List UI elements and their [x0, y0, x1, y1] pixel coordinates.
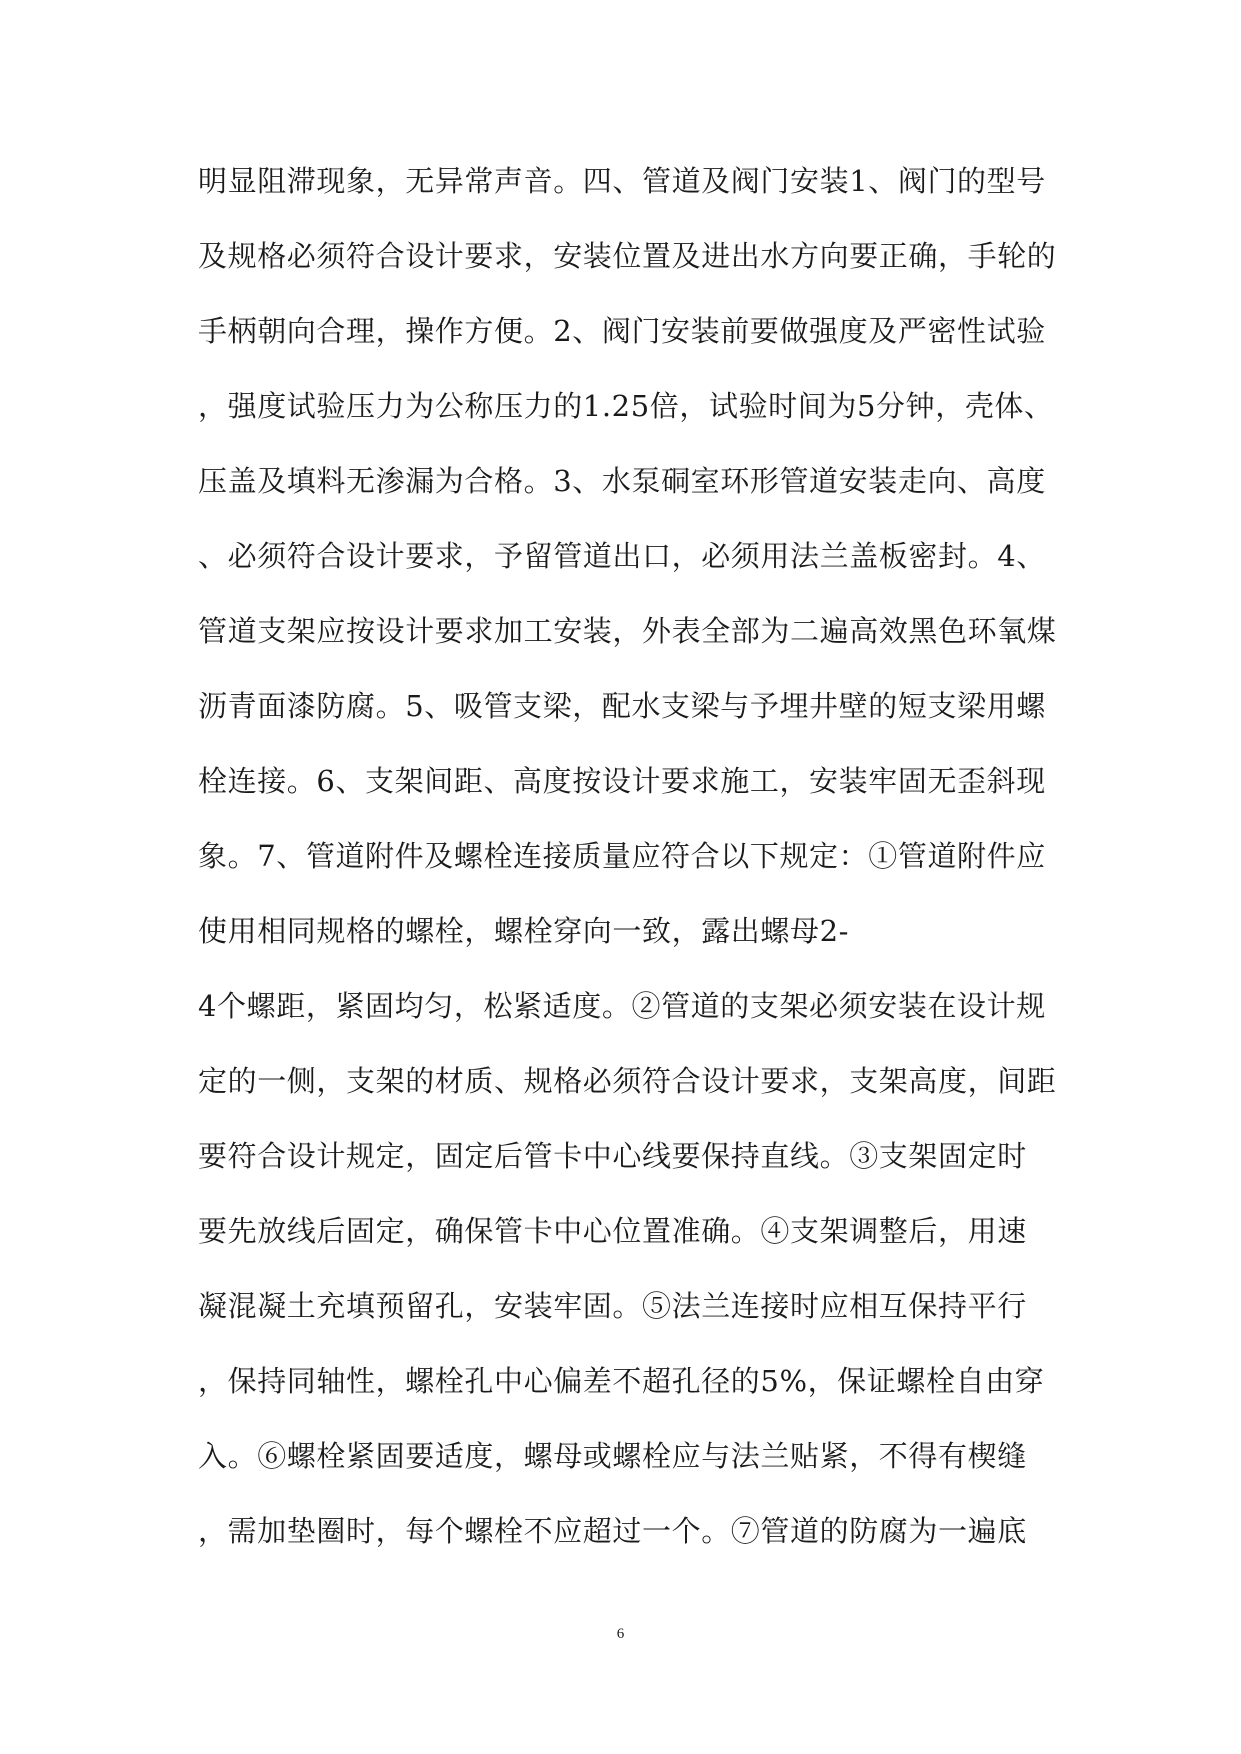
text-line: 4个螺距，紧固均匀，松紧适度。②管道的支架必须安装在设计规: [198, 989, 1046, 1023]
text-line: ，保持同轴性，螺栓孔中心偏差不超孔径的5%，保证螺栓自由穿: [198, 1364, 1045, 1398]
text-line: 沥青面漆防腐。5、吸管支梁，配水支梁与予埋井壁的短支梁用螺: [198, 689, 1046, 723]
text-line: 定的一侧，支架的材质、规格必须符合设计要求，支架高度，间距: [198, 1064, 1057, 1098]
text-line: ，强度试验压力为公称压力的1.25倍，试验时间为5分钟，壳体、: [198, 389, 1054, 423]
text-line: 手柄朝向合理，操作方便。2、阀门安装前要做强度及严密性试验: [198, 314, 1046, 348]
body-text: [198, 152, 1058, 1577]
text-line: 入。⑥螺栓紧固要适度，螺母或螺栓应与法兰贴紧，不得有楔缝: [198, 1439, 1027, 1473]
text-line: 象。7、管道附件及螺栓连接质量应符合以下规定：①管道附件应: [198, 839, 1046, 873]
text-line: 栓连接。6、支架间距、高度按设计要求施工，安装牢固无歪斜现: [198, 764, 1046, 798]
text-line: 明显阻滞现象，无异常声音。四、管道及阀门安装1、阀门的型号: [198, 164, 1046, 198]
text-line: 、必须符合设计要求，予留管道出口，必须用法兰盖板密封。4、: [198, 539, 1046, 573]
text-line: 凝混凝土充填预留孔，安装牢固。⑤法兰连接时应相互保持平行: [198, 1289, 1027, 1323]
text-line: 及规格必须符合设计要求，安装位置及进出水方向要正确，手轮的: [198, 239, 1057, 273]
text-line: 管道支架应按设计要求加工安装，外表全部为二遍高效黑色环氧煤: [198, 614, 1057, 648]
page-number: 6: [616, 1626, 625, 1642]
text-line: 使用相同规格的螺栓，螺栓穿向一致，露出螺母2-: [198, 914, 850, 948]
text-line: 要先放线后固定，确保管卡中心位置准确。④支架调整后，用速: [198, 1214, 1027, 1248]
text-line: 压盖及填料无渗漏为合格。3、水泵硐室环形管道安装走向、高度: [198, 464, 1046, 498]
text-line: 要符合设计规定，固定后管卡中心线要保持直线。③支架固定时: [198, 1139, 1027, 1173]
text-line: ，需加垫圈时，每个螺栓不应超过一个。⑦管道的防腐为一遍底: [198, 1514, 1027, 1548]
